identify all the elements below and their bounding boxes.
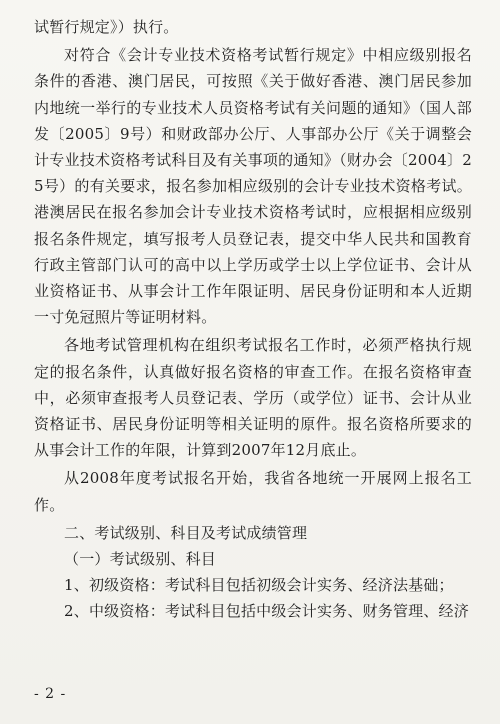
list-item-1: 1、初级资格：考试科目包括初级会计实务、经济法基础； bbox=[64, 576, 454, 595]
paragraph-1: 试暂行规定》）执行。 bbox=[34, 18, 179, 36]
paragraph-3: 各地考试管理机构在组织考试报名工作时，必须严格执行规定的报名条件，认真做好报名资格的审查工作。在报名资格审查中，必须审查报考人员登记表、学历（或学位）证书、会计从业资格证书、居民身份证明等相关证明的原件。报名资格所要求的从事会计工作的年限，计算到2007年12月底止。 bbox=[34, 336, 472, 460]
paragraph-4: 从2008年度考试报名开始，我省各地统一开展网上报名工作。 bbox=[34, 469, 472, 514]
section-heading: 二、考试级别、科目及考试成绩管理 bbox=[64, 523, 308, 542]
paragraph-2: 对符合《会计专业技术资格考试暂行规定》中相应级别报名条件的香港、澳门居民，可按照《关于做好香港、澳门居民参加内地统一举行的专业技术人员资格考试有关问题的通知》（国人部发〔2005〕9号）和财政部办公厅、人事部办公厅《关于调整会计专业技术资格考试科目及有关事项的通知》（财办会〔2004〕25号）的有关要求，报名参加相应级别的会计专业技术资格考试。港澳居民在报名参加会计专业技术资格考试时，应根据相应级别报名条件规定，填写报考人员登记表，提交中华人民共和国教育行政主管部门认可的高中以上学历或学士以上学位证书、会计从业资格证书、从事会计工作年限证明、居民身份证明和本人近期一寸免冠照片等证明材料。 bbox=[34, 46, 472, 327]
list-item-2: 2、中级资格：考试科目包括中级会计实务、财务管理、经济 bbox=[64, 602, 469, 621]
document-body bbox=[34, 14, 472, 625]
page-number: - 2 - bbox=[34, 686, 67, 702]
subsection-heading: （一）考试级别、科目 bbox=[64, 550, 217, 569]
